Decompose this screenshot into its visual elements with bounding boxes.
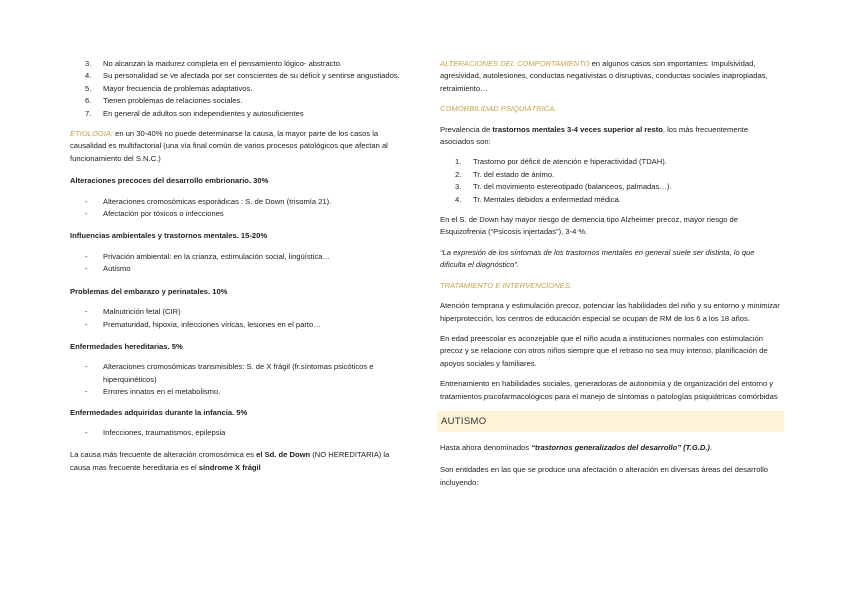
list-item: 1. Trastorno por déficit de atención e hiperactividad (TDAH). xyxy=(455,157,667,167)
list-item: - Afectación por tóxicos o infecciones xyxy=(85,209,224,219)
right-column xyxy=(440,58,782,489)
list-item: 3. No alcanzan la madurez completa en el pensamiento lógico- abstracto. xyxy=(85,59,342,68)
tratamiento-paragraph: En edad preescolar es aconzejable que el niño acuda a instituciones normales con estimulación precoz y se relacione con otros niños siempre que el retraso no sea muy intenso, planificación de apoyos sociales y familiares. xyxy=(440,333,768,368)
bullet-list xyxy=(70,196,402,221)
list-item: - Errores innatos en el metabolismo. xyxy=(85,387,221,397)
section-heading: Alteraciones precoces del desarrollo embrionario. 30% xyxy=(70,176,269,186)
left-column xyxy=(70,58,402,474)
list-item: - Malnutrición fetal (CIR) xyxy=(85,307,181,317)
list-item: 4. Tr. Mentales debidos a enfermedad médica. xyxy=(455,194,621,204)
list-item: 7. En general de adultos son independientes y autosuficientes xyxy=(85,108,304,118)
list-item: - Prematuridad, hipoxia, infecciones víricas, lesiones en el parto… xyxy=(85,319,321,329)
bullet-list xyxy=(70,361,402,398)
section-heading: Influencias ambientales y trastornos mentales. 15-20% xyxy=(70,231,268,241)
list-item: - Alteraciones cromosómicas transmisibles: S. de X frágil (fr.síntomas psicóticos e hiperquinéticos) xyxy=(85,362,374,384)
last-paragraph: Son entidades en las que se produce una afectación o alteración en diversas áreas del desarrollo incluyendo: xyxy=(440,465,769,487)
list-item: - Privación ambiental: en la crianza, estimulación social, lingüística… xyxy=(85,251,331,261)
bullet-list xyxy=(70,251,402,276)
comorbilidad-heading: COMORBILIDAD PSIQUIÁTRICA. xyxy=(440,104,557,114)
bullet-list xyxy=(70,306,402,331)
hasta-paragraph: Hasta ahora denominados “trastornos generalizados del desarrollo” (T.G.D.). xyxy=(440,442,713,452)
final-paragraph: La causa más frecuente de alteración cromosómica es el Sd. de Down (NO HEREDITARIA) la causa mas frecuente hereditaria es el síndrome X frágil xyxy=(70,450,390,472)
tratamiento-paragraph: Atención temprana y estimulación precoz, potenciar las habilidades del niño y su entorno y minimizar hiperprotección, los centros de educación especial se ocupan de RM de los 6 a los 18 años. xyxy=(440,301,780,323)
section-heading: Enfermedades hereditarias. 5% xyxy=(70,341,183,351)
autismo-heading: AUTISMO xyxy=(437,411,784,432)
list-item: - Infecciones, traumatismos, epilepsia xyxy=(85,427,226,437)
list-item: 5. Mayor frecuencia de problemas adaptativos. xyxy=(85,83,253,93)
alteraciones-paragraph: ALTERACIONES DEL COMPORTAMIENTO en algunos casos son importantes: Impulsividad, agresividad, autolesiones, conductas negativistas o disruptivas, conductas sociales inapropiadas, retraimiento… xyxy=(440,59,768,93)
section-heading: Enfermedades adquiridas durante la infancia. 5% xyxy=(70,407,248,417)
list-item: - Alteraciones cromosómicas esporádicas : S. de Down (trisomía 21). xyxy=(85,196,332,206)
list-item: - Autismo xyxy=(85,264,131,274)
section-heading: Problemas del embarazo y perinatales. 10% xyxy=(70,286,228,296)
numbered-list-top xyxy=(70,58,402,120)
numbered-list-comorbidity xyxy=(440,156,782,206)
down-paragraph: En el S. de Down hay mayor riesgo de demencia tipo Alzheimer precoz, mayor riesgo de Esquizofrenia (“Psicosis injertadas”), 3-4 %. xyxy=(440,215,738,237)
list-item: 3. Tr. del movimiento estereotipado (balanceos, palmadas…). xyxy=(455,182,672,192)
etiologia-paragraph: ETIOLOGIA: en un 30-40% no puede determinarse la causa, la mayor parte de los casos la causalidad es multifactorial (una vía final común de varios procesos patológicos que afectan al funcionamiento del S.N.C.) xyxy=(70,129,388,163)
list-item: 2. Tr. del estado de ánimo. xyxy=(455,169,555,179)
prevalencia-paragraph: Prevalencia de trastornos mentales 3-4 veces superior al resto, los más frecuentemente asociados son: xyxy=(440,124,749,147)
tratamiento-paragraph: Entrenamiento en habilidades sociales, generadoras de autonomía y de organización del entorno y tratamientos psicofarmacológicos para el manejo de síntomas o patologías psiquiátricas comórbidas xyxy=(440,379,778,401)
list-item: 4. Su personalidad se ve afectada por ser conscientes de su déficit y sentirse angustiados. xyxy=(85,71,400,81)
tratamiento-heading: TRATAMIENTO E INTERVENCIONES. xyxy=(440,280,572,290)
bullet-list xyxy=(70,427,402,439)
list-item: 6. Tienen problemas de relaciones sociales. xyxy=(85,96,243,106)
quote-paragraph: “La expresión de los síntomas de los trastornos mentales en general suele ser distinta, lo que dificulta el diagnóstico”. xyxy=(440,247,755,270)
